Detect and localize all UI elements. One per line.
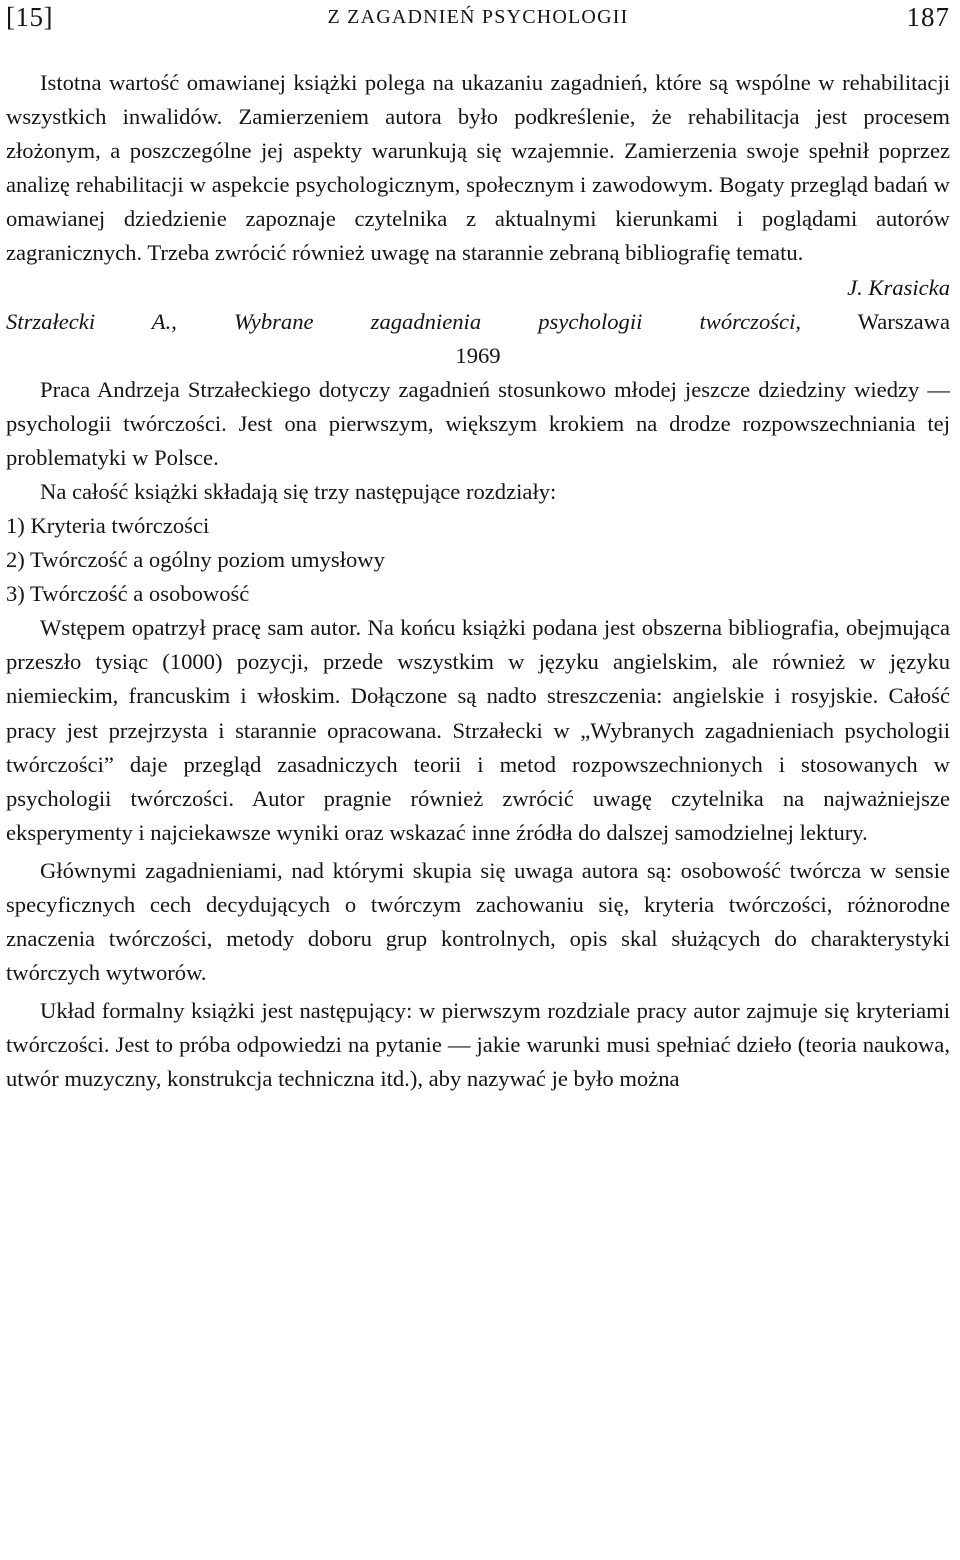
citation-author: Strzałecki A. <box>6 308 172 334</box>
review-paragraph: Układ formalny książki jest następujący: w pierwszym rozdziale pracy autor zajmuje się kryteriami twórczości. Jest to próba odpowiedzi na pytanie — jakie warunki musi spełniać dzieło (teoria naukowa, utwór muzyczny, konstrukcja techniczna itd.), aby nazywać je było można <box>6 998 950 1092</box>
page-reference: [15] <box>6 2 53 32</box>
running-header <box>6 0 950 36</box>
review-paragraph: Głównymi zagadnieniami, nad którymi skupia się uwaga autora są: osobowość twórcza w sensie specyficznych cech decydujących o twórczym zachowaniu się, kryteria twórczości, różnorodne znaczenia twórczości, metody doboru grup kontrolnych, opis skal służących do charakterystyki twórczych wytworów. <box>6 857 950 986</box>
review-paragraph: Istotna wartość omawianej książki polega na ukazaniu zagadnień, które są wspólne w rehabilitacji wszystkich inwalidów. Zamierzeniem autora było podkreślenie, że rehabilitacja jest procesem złożonym, a poszczególne jej aspekty warunkują się wzajemnie. Zamierzenia swoje spełnił poprzez analizę rehabilitacji w aspekcie psychologicznym, społecznym i zawodowym. Bogaty przegląd badań w omawianej dziedzienie zapoznaje czytelnika z aktualnymi kierunkami i poglądami autorów zagranicznych. Trzeba zwrócić również uwagę na starannie zebraną bibliografię tematu. <box>6 70 950 266</box>
review-paragraph: Praca Andrzeja Strzałeckiego dotyczy zagadnień stosunkowo młodej jeszcze dziedziny wiedzy — psychologii twórczości. Jest ona pierwszym, większym krokiem na drodze rozpowszechniania tej problematyki w Polsce. <box>6 376 950 470</box>
review-paragraph: Wstępem opatrzył pracę sam autor. Na końcu książki podana jest obszerna bibliografia, obejmująca przeszło tysiąc (1000) pozycji, przede wszystkim w języku angielskim, ale również w języku niemieckim, francuskim i włoskim. Dołączone są nadto streszczenia: angielskie i rosyjskie. Całość pracy jest przejrzysta i starannie opracowana. Strzałecki w „Wybranych zagadnieniach psychologii twórczości” daje przegląd zasadniczych teorii i metod rozpowszechnionych i stosowanych w psychologii twórczości. Autor pragnie również zwrócić uwagę czytelnika na najważniejsze eksperymenty i najciekawsze wyniki oraz wskazać inne źródła do dalszej samodzielnej lektury. <box>6 615 950 845</box>
citation-separator: , <box>171 308 177 334</box>
chapter-list-item: 1) Kryteria twórczości <box>6 512 210 538</box>
page-body <box>6 66 950 1097</box>
citation-title: Wybrane zagadnienia psychologii twórczości, <box>234 308 801 334</box>
chapter-list-item: 3) Twórczość a osobowość <box>6 581 250 607</box>
citation-place: Warszawa <box>857 308 950 334</box>
chapter-list-item: 2) Twórczość a ogólny poziom umysłowy <box>6 547 385 573</box>
review-paragraph: Na całość książki składają się trzy następujące rozdziały: <box>40 478 557 504</box>
book-citation <box>6 305 950 339</box>
page-number: 187 <box>906 2 950 32</box>
review-signature: J. Krasicka <box>847 274 950 300</box>
citation-year: 1969 <box>455 342 501 368</box>
section-title: Z ZAGADNIEŃ PSYCHOLOGII <box>327 6 629 28</box>
